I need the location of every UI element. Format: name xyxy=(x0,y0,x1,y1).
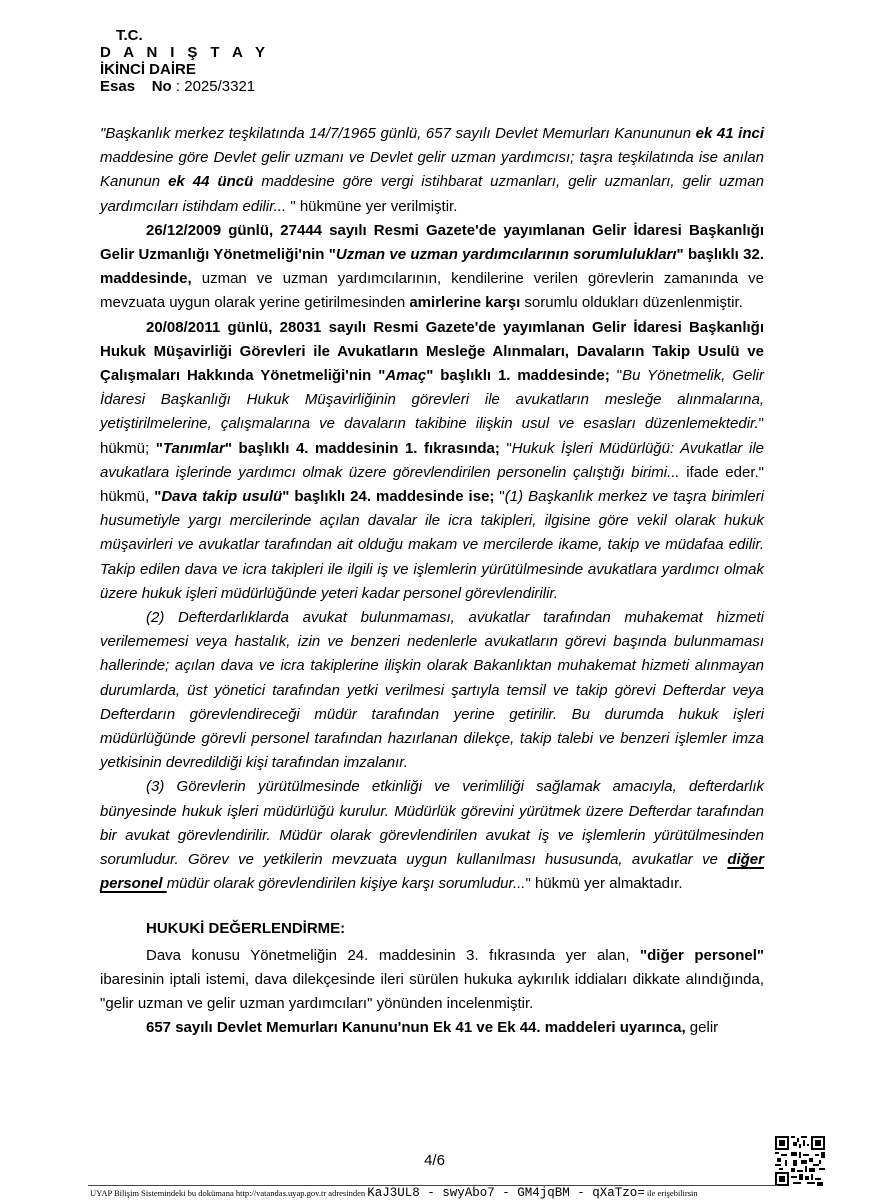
p5-text: " hükmü yer almaktadır. xyxy=(525,875,683,893)
p4-italic: (2) Defterdarlıklarda avukat bulunmaması, avukatlar tarafından muhakemat hizmeti verilememesi veya hastalık, izin ve benzeri nedenlerle avukatların görevi başında bulunmaması hallerinde; açılan dava ve icra takiplerine ilişkin olarak Bakanlıktan muhakemat hizmeti alınmayan durumlarda, üst yönetici tarafından yetki verilmesi şartıyla temsil ve takip görevi Defterdar veya Defterdarın görevlendireceği müdür tarafından yerine getirilir. Bu durumda hukuk işleri müdürlüğünde görevli personel tarafından hazırlanan dilekçe, takip talebi ve benzeri işlemler imza yetkisinin devredildiği kişi tarafından imzalanır. xyxy=(100,609,764,772)
p1-text-4: " hükmüne yer verilmiştir. xyxy=(290,197,458,215)
header-case-number xyxy=(100,78,269,95)
p7-text: gelir xyxy=(685,1019,719,1037)
p3-bold-1: 20/08/2011 günlü, 28031 sayılı Resmi Gazete'de yayımlanan Gelir İdaresi Başkanlığı Hukuk Müşavirliği Görevleri ile Avukatların Mesleğe Alınmaları, Davaların Takip Usulü ve Çalışmaları Hakkında Yönetmeliği'nin " xyxy=(100,318,764,385)
p6-bold: "diğer personel" xyxy=(640,946,764,964)
no-label: No xyxy=(151,78,172,95)
heading-text: HUKUKİ DEĞERLENDİRME: xyxy=(146,919,346,937)
p3-italic-1: Bu Yönetmelik, Gelir İdaresi Başkanlığı Hukuk Müşavirliğinin görevleri ile avukatların mesleğe alınmalarına, yetiştirilmelerine, çalışmalarına ve davaların takibine ilişkin usul ve esasları düzenlemektedir. xyxy=(100,367,764,433)
paragraph-1 xyxy=(100,122,764,219)
p7-bold: 657 sayılı Devlet Memurları Kanunu'nun Ek 41 ve Ek 44. maddeleri uyarınca, xyxy=(146,1019,686,1037)
p3-text-4: ifade eder." hükmü, xyxy=(100,463,764,506)
verification-code: KaJ3UL8 - swyAbo7 - GM4jqBM - qXaTzo= xyxy=(367,1186,645,1200)
p2-bold-3: amirlerine karşı xyxy=(409,294,521,312)
p3-text-1: " xyxy=(609,367,623,385)
p3-bold-5: " xyxy=(154,488,162,506)
header-tc: T.C. xyxy=(116,27,143,44)
p3-italic-3: (1) Başkanlık merkez ve taşra birimleri husumetiyle yargı mercilerinde açılan davalar ile icra takipleri, ilgisine göre vekil olarak hukuk müşavirleri ve avukatlar tarafından ait olduğu makam ve mercilerde ikame, takip ve müdafaa edilir. Takip edilen dava ve icra takipleri ile ilgili iş ve işlemlerin yürütülmesinde avukatlara yardımcı olmak üzere hukuk işleri müdürlüğünde yeteri kadar personel görevlendirilir. xyxy=(100,488,764,602)
paragraph-6 xyxy=(100,944,764,1017)
paragraph-4 xyxy=(100,606,764,775)
footer xyxy=(90,1186,790,1200)
p3-text-2: " hükmü; xyxy=(100,415,764,457)
case-number-value: : 2025/3321 xyxy=(175,78,256,95)
document-header xyxy=(100,27,269,95)
paragraph-3 xyxy=(100,316,764,606)
p1-text-2: maddesine göre Devlet gelir uzmanı ve Devlet gelir uzman yardımcısı; taşra teşkilatında ise anılan Kanunun xyxy=(100,149,764,191)
section-heading xyxy=(100,917,764,941)
footer-suffix: ile erişebilirsin xyxy=(646,1188,698,1198)
paragraph-2 xyxy=(100,219,764,316)
p2-bold-1: 26/12/2009 günlü, 27444 sayılı Resmi Gazete'de yayımlanan Gelir İdaresi Başkanlığı Gelir Uzmanlığı Yönetmeliği'nin " xyxy=(100,221,764,264)
esas-label: Esas xyxy=(100,78,136,95)
p6-text-1: Dava konusu Yönetmeliğin 24. maddesinin 3. fıkrasında yer alan, xyxy=(146,946,641,964)
p2-text: uzman ve uzman yardımcılarının, kendilerine verilen görevlerin zamanında ve mevzuata uygun olarak yerine getirilmesinden xyxy=(100,270,764,312)
p3-text-5: " xyxy=(494,488,505,506)
p2-text-2: sorumlu oldukları düzenlenmiştir. xyxy=(520,294,743,312)
p1-bold-italic-1: ek 41 inci xyxy=(695,125,764,142)
spacer xyxy=(100,897,764,917)
p3-bold-italic-1: Amaç xyxy=(385,367,427,385)
header-chamber: İKİNCİ DAİRE xyxy=(100,61,196,78)
p3-bold-italic-2: Tanımlar xyxy=(162,439,225,457)
p5-italic-1: (3) Görevlerin yürütülmesinde etkinliği ve verimliliği sağlamak amacıyla, defterdarlık bünyesinde hukuk işleri müdürlüğü kurulur. Müdürlük görevini yürütmek üzere Defterdar tarafından bir avukat görevlendirilir. Müdür olarak görevlendirilen avukat iş ve işlemlerin yürütülmesinden sorumludur. Görev ve yetkilerin mevzuata uygun kullanılması hususunda, avukatlar ve xyxy=(100,778,764,869)
paragraph-5 xyxy=(100,775,764,896)
p5-underlined-term: diğer personel xyxy=(100,851,764,893)
p3-bold-3: " xyxy=(155,439,163,457)
page-number: 4/6 xyxy=(424,1152,445,1169)
p3-bold-4: " başlıklı 4. maddesinin 1. fıkrasında; xyxy=(224,439,500,457)
p1-text: "Başkanlık merkez teşkilatında 14/7/1965 günlü, 657 sayılı Devlet Memurları Kanununun xyxy=(100,125,696,142)
document-body xyxy=(100,122,764,1041)
p3-italic-2: Hukuk İşleri Müdürlüğü: Avukatlar ile avukatlara işlerinde yardımcı olmak üzere görevlendirilen personelin çalıştığı birimi... xyxy=(100,439,765,481)
header-court: D A N I Ş T A Y xyxy=(100,44,270,61)
qr-code-icon xyxy=(775,1136,825,1186)
p2-bold-2: " başlıklı 32. maddesinde, xyxy=(100,246,764,288)
p3-bold-2: " başlıklı 1. maddesinde; xyxy=(426,367,610,385)
p3-bold-italic-3: Dava takip usulü xyxy=(161,488,283,506)
p1-text-3: maddesine göre vergi istihbarat uzmanları, gelir uzmanları, gelir uzman yardımcıları istihdam edilir... xyxy=(100,173,764,215)
p1-bold-italic-2: ek 44 üncü xyxy=(168,173,254,191)
p3-bold-6: " başlıklı 24. maddesinde ise; xyxy=(282,488,495,506)
footer-prefix: UYAP Bilişim Sistemindeki bu dokümana http://vatandas.uyap.gov.tr adresinden xyxy=(90,1188,366,1198)
p3-text-3: " xyxy=(499,439,512,457)
paragraph-7 xyxy=(100,1016,764,1040)
p6-text-2: ibaresinin iptali istemi, dava dilekçesinde ileri sürülen hukuka aykırılık iddiaları dikkate alındığında, "gelir uzman ve gelir uzman yardımcıları" yönünden incelenmiştir. xyxy=(100,970,764,1013)
p5-italic-2: müdür olarak görevlendirilen kişiye karşı sorumludur... xyxy=(166,875,526,893)
p2-bold-italic: Uzman ve uzman yardımcılarının sorumlulukları xyxy=(335,246,677,264)
